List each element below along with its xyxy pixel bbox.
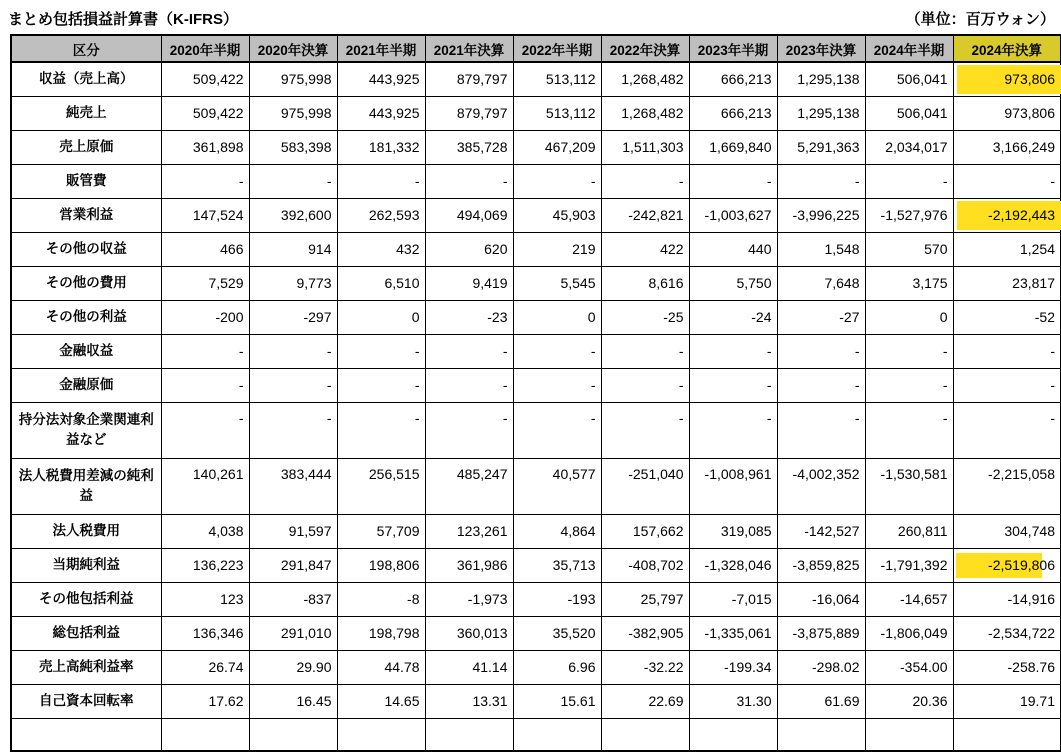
cell: - — [953, 402, 1061, 458]
cell — [161, 718, 249, 751]
cell: 1,295,138 — [777, 62, 865, 96]
table-row — [11, 548, 1061, 582]
cell: 5,291,363 — [777, 130, 865, 164]
cell: -1,527,976 — [865, 198, 953, 232]
cell: 157,662 — [601, 514, 689, 548]
column-header: 2022年半期 — [513, 35, 601, 62]
table-row — [11, 684, 1061, 718]
row-label: 総包括利益 — [11, 616, 161, 650]
title-bar — [0, 0, 1061, 34]
table-row — [11, 232, 1061, 266]
cell: 20.36 — [865, 684, 953, 718]
cell: - — [777, 334, 865, 368]
cell: - — [865, 164, 953, 198]
cell: 3,175 — [865, 266, 953, 300]
cell: 1,295,138 — [777, 96, 865, 130]
cell: 136,223 — [161, 548, 249, 582]
table-row — [11, 96, 1061, 130]
cell: 973,806 — [953, 96, 1061, 130]
cell: 6,510 — [337, 266, 425, 300]
cell: - — [689, 402, 777, 458]
cell: - — [161, 334, 249, 368]
clipped-row — [11, 718, 1061, 751]
cell: -142,527 — [777, 514, 865, 548]
cell: -14,657 — [865, 582, 953, 616]
cell: 1,268,482 — [601, 96, 689, 130]
cell: 443,925 — [337, 96, 425, 130]
cell: 975,998 — [249, 96, 337, 130]
cell: -193 — [513, 582, 601, 616]
cell — [425, 718, 513, 751]
cell — [601, 718, 689, 751]
cell: 666,213 — [689, 62, 777, 96]
cell: -1,003,627 — [689, 198, 777, 232]
cell: 1,254 — [953, 232, 1061, 266]
cell: 879,797 — [425, 96, 513, 130]
cell: 26.74 — [161, 650, 249, 684]
cell — [777, 718, 865, 751]
cell: 45,903 — [513, 198, 601, 232]
cell: -3,996,225 — [777, 198, 865, 232]
cell: -382,905 — [601, 616, 689, 650]
table-row — [11, 266, 1061, 300]
highlighted-cell — [953, 198, 1061, 232]
cell: - — [777, 402, 865, 458]
column-header: 2023年決算 — [777, 35, 865, 62]
cell: 16.45 — [249, 684, 337, 718]
row-label: 収益（売上高） — [11, 62, 161, 96]
cell: 31.30 — [689, 684, 777, 718]
cell: - — [601, 164, 689, 198]
cell: -27 — [777, 300, 865, 334]
cell: 198,806 — [337, 548, 425, 582]
table-row — [11, 368, 1061, 402]
table-row — [11, 582, 1061, 616]
income-statement-table — [10, 34, 1061, 752]
cell: 1,511,303 — [601, 130, 689, 164]
row-label: 売上原価 — [11, 130, 161, 164]
table-row — [11, 458, 1061, 514]
cell: 4,038 — [161, 514, 249, 548]
row-label: 法人税費用 — [11, 514, 161, 548]
cell: - — [689, 334, 777, 368]
cell: 975,998 — [249, 62, 337, 96]
cell: -408,702 — [601, 548, 689, 582]
cell: 291,847 — [249, 548, 337, 582]
cell: 136,346 — [161, 616, 249, 650]
cell: 1,268,482 — [601, 62, 689, 96]
cell: 1,669,840 — [689, 130, 777, 164]
cell: -1,335,061 — [689, 616, 777, 650]
cell: 198,798 — [337, 616, 425, 650]
cell: 262,593 — [337, 198, 425, 232]
cell: -8 — [337, 582, 425, 616]
cell: -2,534,722 — [953, 616, 1061, 650]
cell: - — [161, 164, 249, 198]
cell: 6.96 — [513, 650, 601, 684]
cell: 91,597 — [249, 514, 337, 548]
cell: 61.69 — [777, 684, 865, 718]
cell: 361,986 — [425, 548, 513, 582]
row-label: 金融収益 — [11, 334, 161, 368]
cell: 506,041 — [865, 96, 953, 130]
row-label: 販管費 — [11, 164, 161, 198]
cell: -32.22 — [601, 650, 689, 684]
cell: - — [337, 164, 425, 198]
cell: - — [953, 368, 1061, 402]
cell: 29.90 — [249, 650, 337, 684]
cell-value: 973,806 — [1004, 71, 1055, 87]
cell: 7,648 — [777, 266, 865, 300]
cell: 466 — [161, 232, 249, 266]
cell: - — [601, 402, 689, 458]
cell: -251,040 — [601, 458, 689, 514]
cell: -16,064 — [777, 582, 865, 616]
cell: -24 — [689, 300, 777, 334]
highlighted-cell — [953, 62, 1061, 96]
cell — [953, 718, 1061, 751]
cell: 0 — [337, 300, 425, 334]
cell: 9,419 — [425, 266, 513, 300]
table-row — [11, 514, 1061, 548]
row-label: その他の収益 — [11, 232, 161, 266]
cell — [249, 718, 337, 751]
cell: 1,548 — [777, 232, 865, 266]
cell: - — [689, 368, 777, 402]
cell: -4,002,352 — [777, 458, 865, 514]
cell: 4,864 — [513, 514, 601, 548]
cell: - — [425, 402, 513, 458]
column-header: 2021年半期 — [337, 35, 425, 62]
cell: -199.34 — [689, 650, 777, 684]
cell: 620 — [425, 232, 513, 266]
cell: -354.00 — [865, 650, 953, 684]
row-label: 当期純利益 — [11, 548, 161, 582]
cell: -23 — [425, 300, 513, 334]
table-row — [11, 402, 1061, 458]
table-row — [11, 198, 1061, 232]
cell: 485,247 — [425, 458, 513, 514]
column-header: 2022年決算 — [601, 35, 689, 62]
cell: 361,898 — [161, 130, 249, 164]
cell: 494,069 — [425, 198, 513, 232]
highlighted-cell — [953, 548, 1061, 582]
page-title: まとめ包括損益計算書（K-IFRS） — [8, 8, 238, 29]
cell: - — [161, 402, 249, 458]
cell: - — [337, 402, 425, 458]
cell: 140,261 — [161, 458, 249, 514]
column-header: 2020年決算 — [249, 35, 337, 62]
cell: 440 — [689, 232, 777, 266]
cell: - — [249, 334, 337, 368]
cell: 2,034,017 — [865, 130, 953, 164]
cell: 570 — [865, 232, 953, 266]
cell: 422 — [601, 232, 689, 266]
cell: - — [513, 368, 601, 402]
row-label: その他の費用 — [11, 266, 161, 300]
cell: - — [249, 368, 337, 402]
cell: - — [865, 334, 953, 368]
header-row — [11, 35, 1061, 62]
cell: 13.31 — [425, 684, 513, 718]
cell: -1,530,581 — [865, 458, 953, 514]
cell: - — [249, 164, 337, 198]
column-header: 2021年決算 — [425, 35, 513, 62]
cell: - — [601, 368, 689, 402]
cell: -52 — [953, 300, 1061, 334]
cell: -2,215,058 — [953, 458, 1061, 514]
cell: 260,811 — [865, 514, 953, 548]
cell: 5,750 — [689, 266, 777, 300]
row-label — [11, 718, 161, 751]
cell: 181,332 — [337, 130, 425, 164]
cell — [865, 718, 953, 751]
cell: 0 — [865, 300, 953, 334]
table-row — [11, 616, 1061, 650]
cell: -14,916 — [953, 582, 1061, 616]
cell: 291,010 — [249, 616, 337, 650]
cell: -258.76 — [953, 650, 1061, 684]
cell: 513,112 — [513, 62, 601, 96]
cell: -7,015 — [689, 582, 777, 616]
cell: 5,545 — [513, 266, 601, 300]
cell: - — [865, 368, 953, 402]
cell: 666,213 — [689, 96, 777, 130]
row-label: 純売上 — [11, 96, 161, 130]
unit-note: （単位：百万ウォン） — [906, 8, 1055, 29]
cell: - — [249, 402, 337, 458]
row-label: その他の利益 — [11, 300, 161, 334]
cell: - — [513, 402, 601, 458]
cell — [337, 718, 425, 751]
cell: -1,973 — [425, 582, 513, 616]
row-label: 営業利益 — [11, 198, 161, 232]
row-label: 売上高純利益率 — [11, 650, 161, 684]
cell: 57,709 — [337, 514, 425, 548]
cell: 123,261 — [425, 514, 513, 548]
cell: - — [337, 368, 425, 402]
cell: 509,422 — [161, 62, 249, 96]
cell: -298.02 — [777, 650, 865, 684]
cell: - — [601, 334, 689, 368]
cell-value: -2,192,443 — [988, 207, 1055, 223]
cell: 7,529 — [161, 266, 249, 300]
table-row — [11, 62, 1061, 96]
row-label: その他包括利益 — [11, 582, 161, 616]
cell: -25 — [601, 300, 689, 334]
cell: 23,817 — [953, 266, 1061, 300]
cell: 319,085 — [689, 514, 777, 548]
cell: 35,520 — [513, 616, 601, 650]
cell-value: -2,519,806 — [988, 557, 1055, 573]
cell: - — [777, 164, 865, 198]
cell: 914 — [249, 232, 337, 266]
row-label: 法人税費用差減の純利益 — [11, 458, 161, 514]
table-row — [11, 130, 1061, 164]
table-row — [11, 334, 1061, 368]
cell: - — [161, 368, 249, 402]
column-header: 2024年決算 — [953, 35, 1061, 62]
cell: -1,791,392 — [865, 548, 953, 582]
cell: 35,713 — [513, 548, 601, 582]
cell: 383,444 — [249, 458, 337, 514]
cell: 304,748 — [953, 514, 1061, 548]
cell: - — [513, 164, 601, 198]
cell: 583,398 — [249, 130, 337, 164]
cell: 14.65 — [337, 684, 425, 718]
cell: 0 — [513, 300, 601, 334]
cell: - — [337, 334, 425, 368]
cell: 17.62 — [161, 684, 249, 718]
cell: 513,112 — [513, 96, 601, 130]
cell: -242,821 — [601, 198, 689, 232]
cell: -3,859,825 — [777, 548, 865, 582]
cell: 432 — [337, 232, 425, 266]
table-row — [11, 300, 1061, 334]
cell: 385,728 — [425, 130, 513, 164]
cell: - — [953, 334, 1061, 368]
cell: - — [425, 164, 513, 198]
row-label: 金融原価 — [11, 368, 161, 402]
cell: 19.71 — [953, 684, 1061, 718]
cell: 509,422 — [161, 96, 249, 130]
cell: 40,577 — [513, 458, 601, 514]
cell: - — [425, 368, 513, 402]
cell: 506,041 — [865, 62, 953, 96]
cell: -1,328,046 — [689, 548, 777, 582]
cell — [513, 718, 601, 751]
cell: 467,209 — [513, 130, 601, 164]
cell: - — [689, 164, 777, 198]
cell: -1,806,049 — [865, 616, 953, 650]
cell: 3,166,249 — [953, 130, 1061, 164]
cell: - — [953, 164, 1061, 198]
cell: 360,013 — [425, 616, 513, 650]
cell: 25,797 — [601, 582, 689, 616]
cell: 41.14 — [425, 650, 513, 684]
cell: 123 — [161, 582, 249, 616]
cell: 219 — [513, 232, 601, 266]
table-row — [11, 164, 1061, 198]
cell: - — [425, 334, 513, 368]
column-header: 2020年半期 — [161, 35, 249, 62]
cell: -200 — [161, 300, 249, 334]
cell: - — [777, 368, 865, 402]
cell: 443,925 — [337, 62, 425, 96]
cell: 8,616 — [601, 266, 689, 300]
column-header: 2024年半期 — [865, 35, 953, 62]
cell: -837 — [249, 582, 337, 616]
cell: 44.78 — [337, 650, 425, 684]
cell: 9,773 — [249, 266, 337, 300]
cell: -1,008,961 — [689, 458, 777, 514]
table-row — [11, 650, 1061, 684]
column-header-kubun: 区分 — [11, 35, 161, 62]
cell: 256,515 — [337, 458, 425, 514]
cell: 879,797 — [425, 62, 513, 96]
cell: 15.61 — [513, 684, 601, 718]
cell: 147,524 — [161, 198, 249, 232]
cell: -3,875,889 — [777, 616, 865, 650]
cell: 392,600 — [249, 198, 337, 232]
cell: -297 — [249, 300, 337, 334]
row-label: 持分法対象企業関連利益など — [11, 402, 161, 458]
cell: 22.69 — [601, 684, 689, 718]
cell: - — [865, 402, 953, 458]
cell: - — [513, 334, 601, 368]
column-header: 2023年半期 — [689, 35, 777, 62]
row-label: 自己資本回転率 — [11, 684, 161, 718]
cell — [689, 718, 777, 751]
